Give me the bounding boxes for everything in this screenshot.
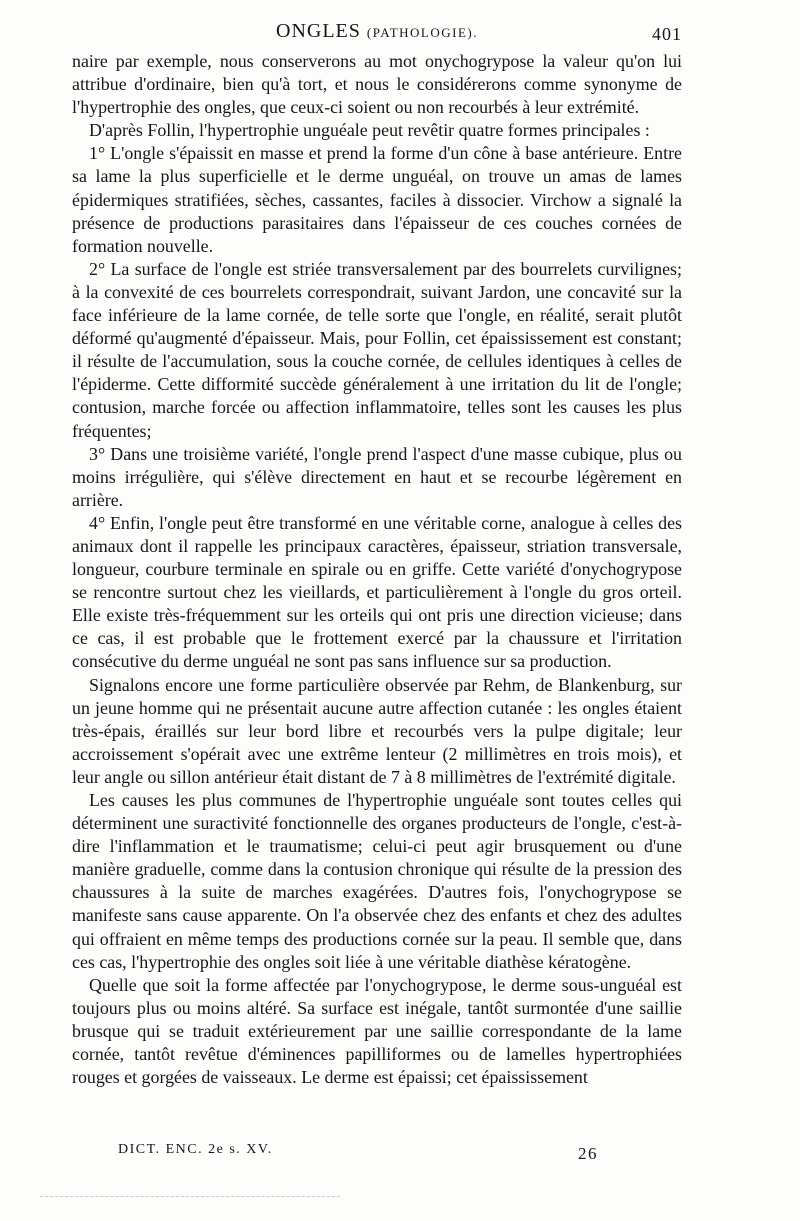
paragraph: naire par exemple, nous conserverons au mot onychogrypose la valeur qu'on lui attribue d'ordinaire, bien qu'à tort, et nous le considérerons comme synonyme de l'hypertrophie des ongles, que ceux-ci soient ou non recourbés à leur extrémité. — [72, 51, 682, 118]
running-title-main: ONGLES — [276, 20, 361, 42]
scan-artifact-line — [40, 1196, 340, 1197]
paragraph: 4° Enfin, l'ongle peut être transformé en une véritable corne, analogue à celles des animaux dont il rappelle les principaux caractères, épaisseur, striation transversale, longueur, courbure terminale en spirale ou en griffe. Cette variété d'onychogrypose se rencontre surtout chez les vieillards, et particulièrement à l'ongle du gros orteil. Elle existe très-fréquemment sur les orteils qui ont pris une direction vicieuse; dans ce cas, il est probable que le frottement exercé par la chaussure et l'irritation consécutive du derme unguéal ne sont pas sans influence sur sa production. — [72, 512, 682, 672]
paragraph: Signalons encore une forme particulière observée par Rehm, de Blankenburg, sur un jeune homme qui ne présentait aucune autre affection cutanée : les ongles étaient très-épais, éraillés sur leur bord libre et recourbés vers la pulpe digitale; leur accroissement s'opérait avec une extrême lenteur (2 millimètres en trois mois), et leur angle ou sillon antérieur était distant de 7 à 8 millimètres de l'extrémité digitale. — [72, 674, 682, 787]
sheet-number: 26 — [578, 1144, 598, 1163]
page-footer — [118, 1140, 598, 1170]
running-head — [72, 16, 682, 48]
paragraph: Quelle que soit la forme affectée par l'onychogrypose, le derme sous-unguéal est toujours plus ou moins altéré. Sa surface est inégale, tantôt surmontée d'une saillie brusque qui se traduit extérieurement par une saillie correspondante de la lame cornée, tantôt revêtue d'éminences papilliformes ou de lamelles hypertrophiées rouges et gorgées de vaisseaux. Le derme est épaissi; cet épaississement — [72, 974, 682, 1088]
page-number: 401 — [652, 24, 682, 44]
paragraph: Les causes les plus communes de l'hypertrophie unguéale sont toutes celles qui déterminent une suractivité fonctionnelle des organes producteurs de l'ongle, c'est-à-dire l'inflammation et le traumatisme; celui-ci peut agir brusquement ou d'une manière graduelle, comme dans la contusion chronique qui résulte de la pression des chaussures à la suite de marches exagérées. D'autres fois, l'onychogrypose se manifeste sans cause apparente. On l'a observée chez des enfants et chez des adultes qui offraient en même temps des productions cornée sur la peau. Il semble que, dans ces cas, l'hypertrophie des ongles soit liée à une véritable diathèse kératogène. — [72, 790, 682, 972]
paragraph: 1° L'ongle s'épaissit en masse et prend la forme d'un cône à base antérieure. Entre sa lame la plus superficielle et le derme unguéal, on trouve un amas de lames épidermiques stratifiées, sèches, cassantes, faciles à dissocier. Virchow a signalé la présence de productions parasitaires dans l'épaisseur de ces couches cornées de formation nouvelle. — [72, 143, 682, 256]
running-title-sub: (PATHOLOGIE). — [366, 25, 478, 40]
text-body — [72, 50, 682, 1089]
signature-mark: DICT. ENC. 2e s. XV. — [118, 1142, 273, 1157]
running-title — [72, 20, 682, 43]
paragraph: D'après Follin, l'hypertrophie unguéale peut revêtir quatre formes principales : — [89, 120, 650, 141]
paragraph: 3° Dans une troisième variété, l'ongle prend l'aspect d'une masse cubique, plus ou moins irrégulière, qui s'élève directement en haut et se recourbe légèrement en arrière. — [72, 443, 682, 510]
paragraph: 2° La surface de l'ongle est striée transversalement par des bourrelets curvilignes; à la convexité de ces bourrelets correspondrait, suivant Jardon, une concavité sur la face inférieure de la lame cornée, de telle sorte que l'ongle, en réalité, serait plutôt déformé qu'augmenté d'épaisseur. Mais, pour Follin, cet épaississement est constant; il résulte de l'accumulation, sous la couche cornée, de cellules identiques à celles de l'épiderme. Cette difformité succède généralement à une irritation du lit de l'ongle; contusion, marche forcée ou affection inflammatoire, telles sont les causes les plus fréquentes; — [72, 258, 682, 441]
